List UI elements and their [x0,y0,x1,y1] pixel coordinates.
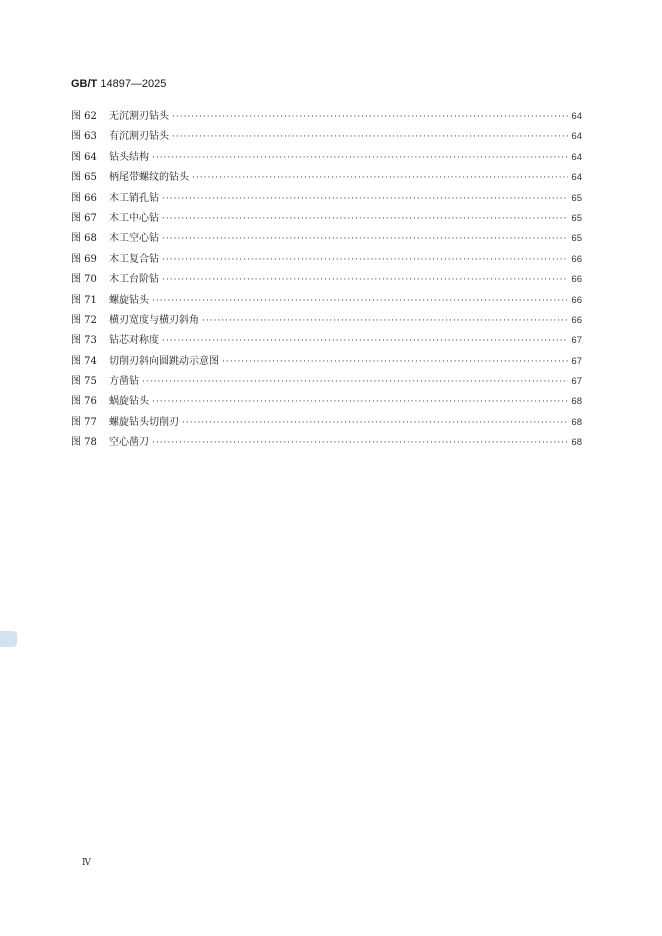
page-number: Ⅳ [82,858,91,868]
toc-entry[interactable] [71,270,582,290]
figure-title: 空心凿刀 [109,437,149,449]
figure-label: 图 75 [71,376,97,388]
figure-label: 图 69 [71,253,97,265]
figure-label: 图 62 [71,111,97,122]
figure-page-number: 68 [571,437,582,449]
toc-entry[interactable] [71,372,582,392]
dot-leader [152,392,568,412]
toc-entry[interactable] [71,229,582,249]
figure-title: 钻芯对称度 [109,335,159,347]
figure-label: 图 70 [71,274,97,286]
figure-title: 木工中心钻 [109,212,159,224]
figure-page-number: 66 [571,294,582,306]
toc-entry[interactable] [71,209,582,229]
dot-leader [152,148,568,168]
dot-leader [162,229,568,249]
dot-leader [182,413,568,433]
toc-entry[interactable] [71,392,582,412]
figure-page-number: 66 [571,314,582,326]
figure-page-number: 66 [571,274,582,286]
dot-leader [162,250,568,270]
figure-label: 图 77 [71,416,97,428]
toc-entry[interactable] [71,291,582,311]
dot-leader [162,209,568,229]
figure-title: 横刃宽度与横刃斜角 [109,314,199,326]
figure-label: 图 76 [71,396,97,408]
figure-title: 螺旋钻头 [109,294,149,306]
figure-title: 方凿钻 [109,376,139,388]
toc-entry[interactable] [71,168,582,188]
dot-leader [152,433,568,453]
side-stamp-icon [0,631,17,647]
dot-leader [162,189,568,209]
dot-leader [152,291,568,311]
dot-leader [162,331,568,351]
figure-title: 有沉割刃钻头 [109,131,169,143]
toc-entry[interactable] [71,413,582,433]
dot-leader [222,352,568,372]
figure-page-number: 68 [571,396,582,408]
figure-title: 螺旋钻头切削刃 [109,416,179,428]
figure-label: 图 67 [71,212,97,224]
figure-page-number: 65 [571,233,582,245]
figure-page-number: 67 [571,355,582,367]
dot-leader [142,372,568,392]
figure-label: 图 63 [71,131,97,143]
figure-page-number: 67 [571,376,582,388]
figure-label: 图 78 [71,437,97,449]
figure-page-number: 64 [571,172,582,184]
figure-title: 木工空心钻 [109,233,159,245]
figure-list [71,107,582,454]
figure-title: 木工复合钻 [109,253,159,265]
standard-code: GB/T [71,78,98,90]
figure-page-number: 67 [571,335,582,347]
toc-entry[interactable] [71,189,582,209]
figure-title: 无沉割刃钻头 [109,111,169,122]
figure-label: 图 66 [71,192,97,204]
figure-label: 图 74 [71,355,97,367]
dot-leader [162,270,568,290]
figure-title: 木工台阶钻 [109,274,159,286]
dot-leader [192,168,568,188]
toc-entry[interactable] [71,433,582,453]
figure-title: 柄尾带螺纹的钻头 [109,172,189,184]
toc-entry[interactable] [71,331,582,351]
figure-title: 钻头结构 [109,151,149,163]
figure-title: 木工销孔钻 [109,192,159,204]
document-header [71,78,166,90]
toc-entry[interactable] [71,352,582,372]
toc-entry[interactable] [71,148,582,168]
figure-label: 图 64 [71,151,97,163]
figure-label: 图 68 [71,233,97,245]
figure-label: 图 73 [71,335,97,347]
dot-leader [202,311,568,331]
figure-label: 图 72 [71,314,97,326]
figure-page-number: 65 [571,192,582,204]
figure-title: 切削刃斜向圆跳动示意图 [109,355,219,367]
dot-leader [172,107,568,127]
figure-page-number: 65 [571,212,582,224]
figure-label: 图 71 [71,294,97,306]
figure-label: 图 65 [71,172,97,184]
figure-page-number: 64 [571,151,582,163]
toc-entry[interactable] [71,311,582,331]
toc-entry[interactable] [71,250,582,270]
figure-page-number: 66 [571,253,582,265]
dot-leader [172,127,568,147]
toc-entry[interactable] [71,127,582,147]
figure-page-number: 64 [571,111,582,122]
toc-entry[interactable] [71,107,582,127]
figure-page-number: 68 [571,416,582,428]
figure-page-number: 64 [571,131,582,143]
standard-number: 14897—2025 [100,78,167,90]
figure-title: 蜗旋钻头 [109,396,149,408]
